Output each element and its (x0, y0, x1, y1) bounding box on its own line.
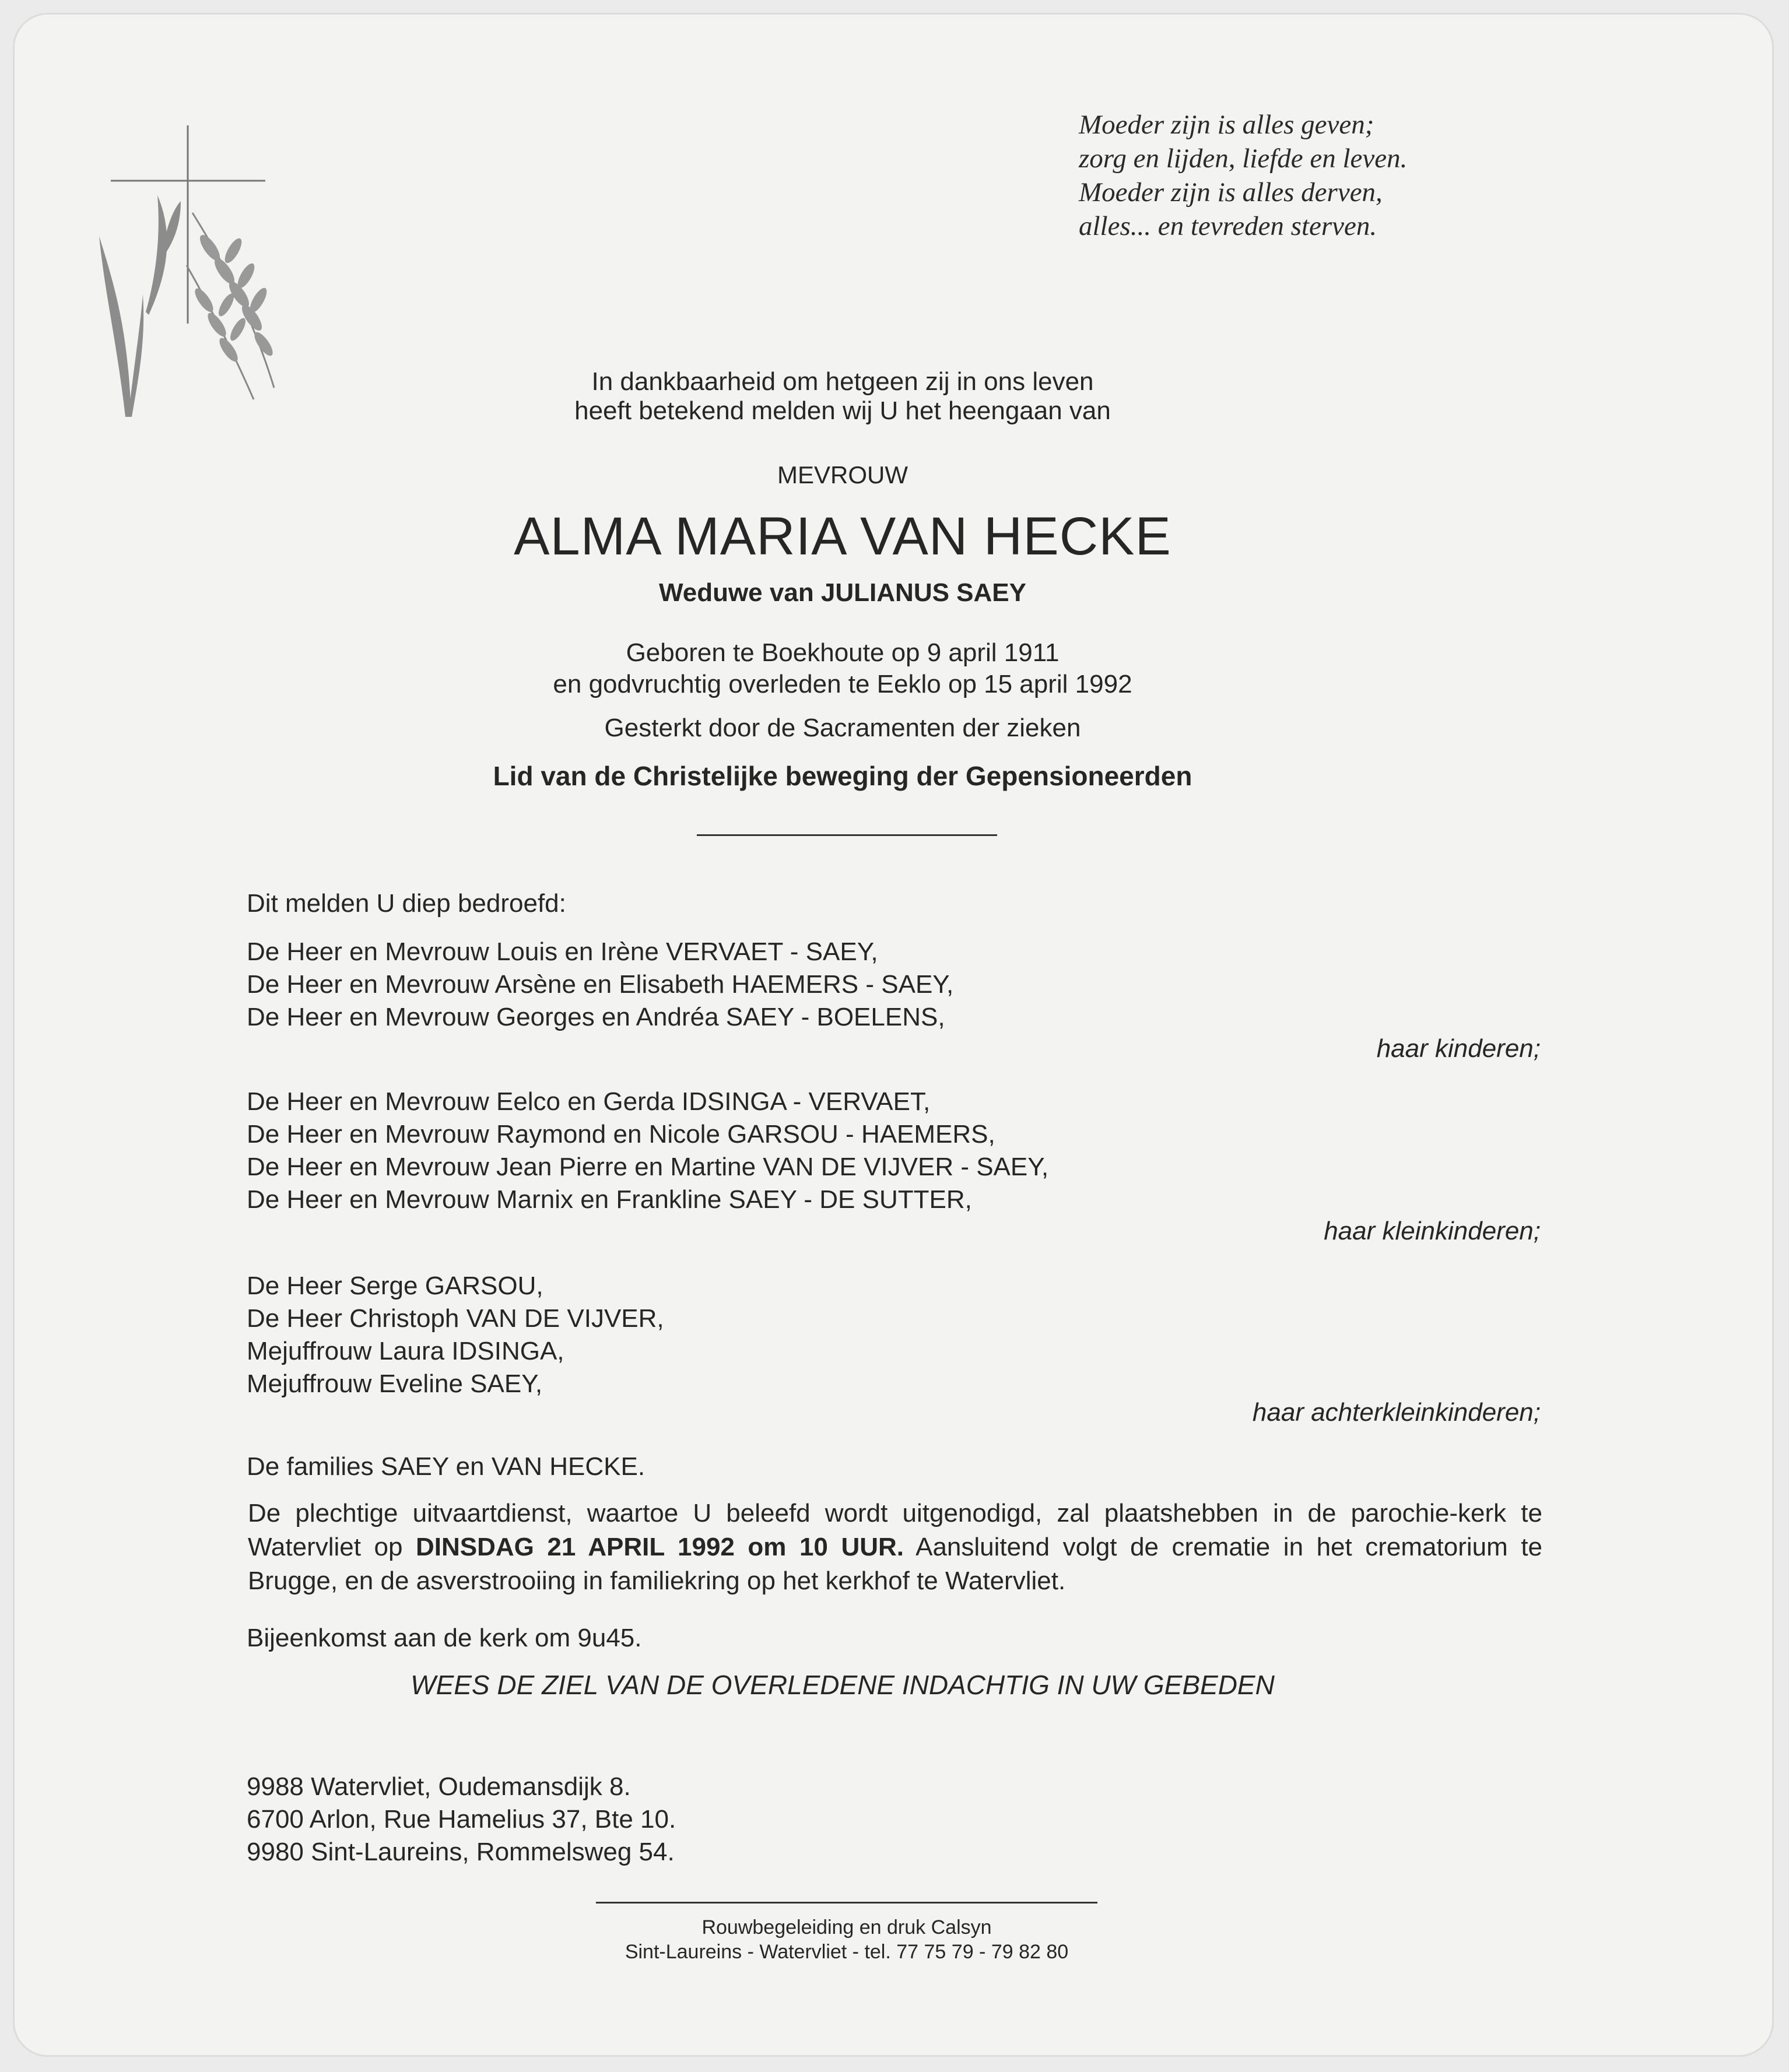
grandchildren-role: haar kleinkinderen; (1324, 1217, 1541, 1245)
list-item: De Heer en Mevrouw Arsène en Elisabeth HAEMERS - SAEY, (247, 970, 954, 999)
intro-line: heeft betekend melden wij U het heengaan van (574, 396, 1111, 425)
death-line: en godvruchtig overleden te Eeklo op 15 april 1992 (553, 670, 1132, 698)
address-line: 9988 Watervliet, Oudemansdijk 8. (247, 1772, 631, 1801)
sacraments: Gesterkt door de Sacramenten der zieken (604, 714, 1081, 742)
grandchildren-list (247, 1086, 1048, 1216)
announcement: Dit melden U diep bedroefd: (247, 889, 566, 918)
printer-line: Rouwbegeleiding en druk Calsyn (701, 1916, 992, 1938)
great-grandchildren-list (247, 1270, 664, 1400)
birth-line: Geboren te Boekhoute op 9 april 1911 (626, 638, 1060, 667)
prayer: WEES DE ZIEL VAN DE OVERLEDENE INDACHTIG IN UW GEBEDEN (411, 1670, 1275, 1700)
honorific: MEVROUW (777, 461, 908, 489)
list-item: De Heer Christoph VAN DE VIJVER, (247, 1304, 664, 1333)
children-role: haar kinderen; (1376, 1034, 1541, 1063)
printer-credit (0, 1915, 1693, 1964)
intro (0, 367, 1685, 426)
address-line: 6700 Arlon, Rue Hamelius 37, Bte 10. (247, 1805, 676, 1834)
footer-divider (596, 1902, 1097, 1904)
list-item: Mejuffrouw Eveline SAEY, (247, 1369, 543, 1398)
poem-line: Moeder zijn is alles geven; (1079, 110, 1374, 140)
address-line: 9980 Sint-Laureins, Rommelsweg 54. (247, 1838, 675, 1866)
poem (1079, 108, 1407, 243)
funeral-text: De plechtige uitvaartdienst, waartoe U beleefd wordt uitgenodigd, zal plaatshebben in de parochie-kerk te Watervliet op (248, 1499, 1542, 1561)
divider (697, 834, 997, 836)
list-item: De Heer en Mevrouw Jean Pierre en Martine VAN DE VIJVER - SAEY, (247, 1153, 1049, 1181)
poem-line: Moeder zijn is alles derven, (1079, 177, 1383, 208)
intro-line: In dankbaarheid om hetgeen zij in ons leven (591, 367, 1094, 396)
list-item: De Heer Serge GARSOU, (247, 1272, 543, 1300)
printer-line: Sint-Laureins - Watervliet - tel. 77 75 79 - 79 82 80 (625, 1941, 1069, 1963)
poem-line: zorg en lijden, liefde en leven. (1079, 143, 1408, 174)
list-item: De Heer en Mevrouw Louis en Irène VERVAET - SAEY, (247, 937, 878, 966)
list-item: De Heer en Mevrouw Georges en Andréa SAEY - BOELENS, (247, 1003, 945, 1031)
list-item: De Heer en Mevrouw Raymond en Nicole GARSOU - HAEMERS, (247, 1120, 995, 1149)
great-grandchildren-role: haar achterkleinkinderen; (1252, 1398, 1541, 1427)
funeral-date: DINSDAG 21 APRIL 1992 om 10 UUR. (415, 1533, 904, 1561)
widow-of: Weduwe van JULIANUS SAEY (659, 578, 1026, 607)
funeral-details (248, 1497, 1542, 1598)
list-item: De Heer en Mevrouw Eelco en Gerda IDSINGA - VERVAET, (247, 1087, 931, 1116)
funeral-text: Aansluitend volgt de crematie in het crematorium te Brugge, en de asverstrooiing in familiekring op het kerkhof te Watervliet. (248, 1533, 1543, 1595)
deceased-name: ALMA MARIA VAN HECKE (514, 507, 1171, 566)
gathering: Bijeenkomst aan de kerk om 9u45. (247, 1624, 642, 1652)
addresses (247, 1771, 676, 1869)
families: De families SAEY en VAN HECKE. (247, 1452, 646, 1481)
list-item: De Heer en Mevrouw Marnix en Frankline SAEY - DE SUTTER, (247, 1185, 972, 1214)
membership: Lid van de Christelijke beweging der Gepensioneerden (493, 761, 1192, 791)
birth-death (0, 637, 1685, 700)
children-list (247, 936, 953, 1034)
list-item: Mejuffrouw Laura IDSINGA, (247, 1337, 564, 1365)
poem-line: alles... en tevreden sterven. (1079, 211, 1377, 241)
